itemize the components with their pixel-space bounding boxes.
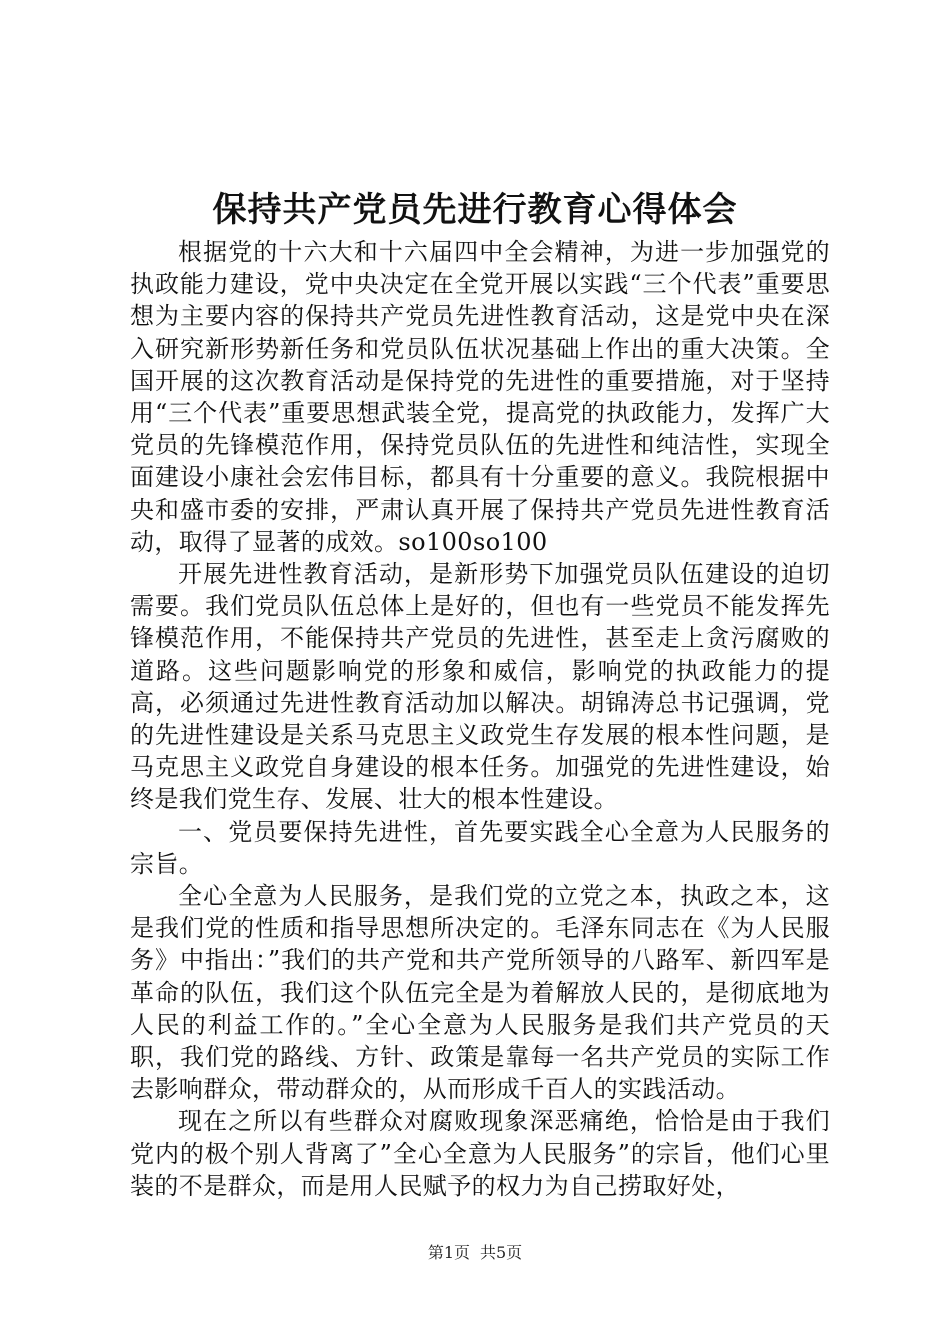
section-heading-1: 一、党员要保持先进性，首先要实践全心全意为人民服务的宗旨。 [130, 817, 830, 878]
paragraph-3: 全心全意为人民服务，是我们党的立党之本，执政之本，这是我们党的性质和指导思想所决定的。毛泽东同志在《为人民服务》中指出：”我们的共产党和共产党所领导的八路军、新四军是革命的队伍，我们这个队伍完全是为着解放人民的，是彻底地为人民的利益工作的。”全心全意为人民服务是我们共产党员的天职，我们党的路线、方针、政策是靠每一名共产党员的实际工作去影响群众，带动群众的，从而形成千百人的实践活动。 [130, 882, 830, 1104]
page-footer [0, 1242, 950, 1264]
paragraph-2: 开展先进性教育活动，是新形势下加强党员队伍建设的迫切需要。我们党员队伍总体上是好的，但也有一些党员不能发挥先锋模范作用，不能保持共产党员的先进性，甚至走上贪污腐败的道路。这些问题影响党的形象和威信，影响党的执政能力的提高，必须通过先进性教育活动加以解决。胡锦涛总书记强调，党的先进性建设是关系马克思主义政党生存发展的根本性问题，是马克思主义政党自身建设的根本任务。加强党的先进性建设，始终是我们党生存、发展、壮大的根本性建设。 [130, 560, 830, 814]
paragraph-4: 现在之所以有些群众对腐败现象深恶痛绝，恰恰是由于我们党内的极个别人背离了”全心全意为人民服务”的宗旨，他们心里装的不是群众，而是用人民赋予的权力为自己捞取好处， [130, 1107, 830, 1200]
page-total: 共5页 [480, 1243, 523, 1262]
paragraph-1: 根据党的十六大和十六届四中全会精神，为进一步加强党的执政能力建设，党中央决定在全党开展以实践“三个代表”重要思想为主要内容的保持共产党员先进性教育活动，这是党中央在深入研究新形势新任务和党员队伍状况基础上作出的重大决策。全国开展的这次教育活动是保持党的先进性的重要措施，对于坚持用“三个代表”重要思想武装全党，提高党的执政能力，发挥广大党员的先锋模范作用，保持党员队伍的先进性和纯洁性，实现全面建设小康社会宏伟目标，都具有十分重要的意义。我院根据中央和盛市委的安排，严肃认真开展了保持共产党员先进性教育活动，取得了显著的成效。so100so100 [130, 238, 830, 556]
document-body [130, 236, 830, 1202]
document-title: 保持共产党员先进行教育心得体会 [212, 190, 738, 230]
page-number: 第1页 [427, 1243, 470, 1262]
